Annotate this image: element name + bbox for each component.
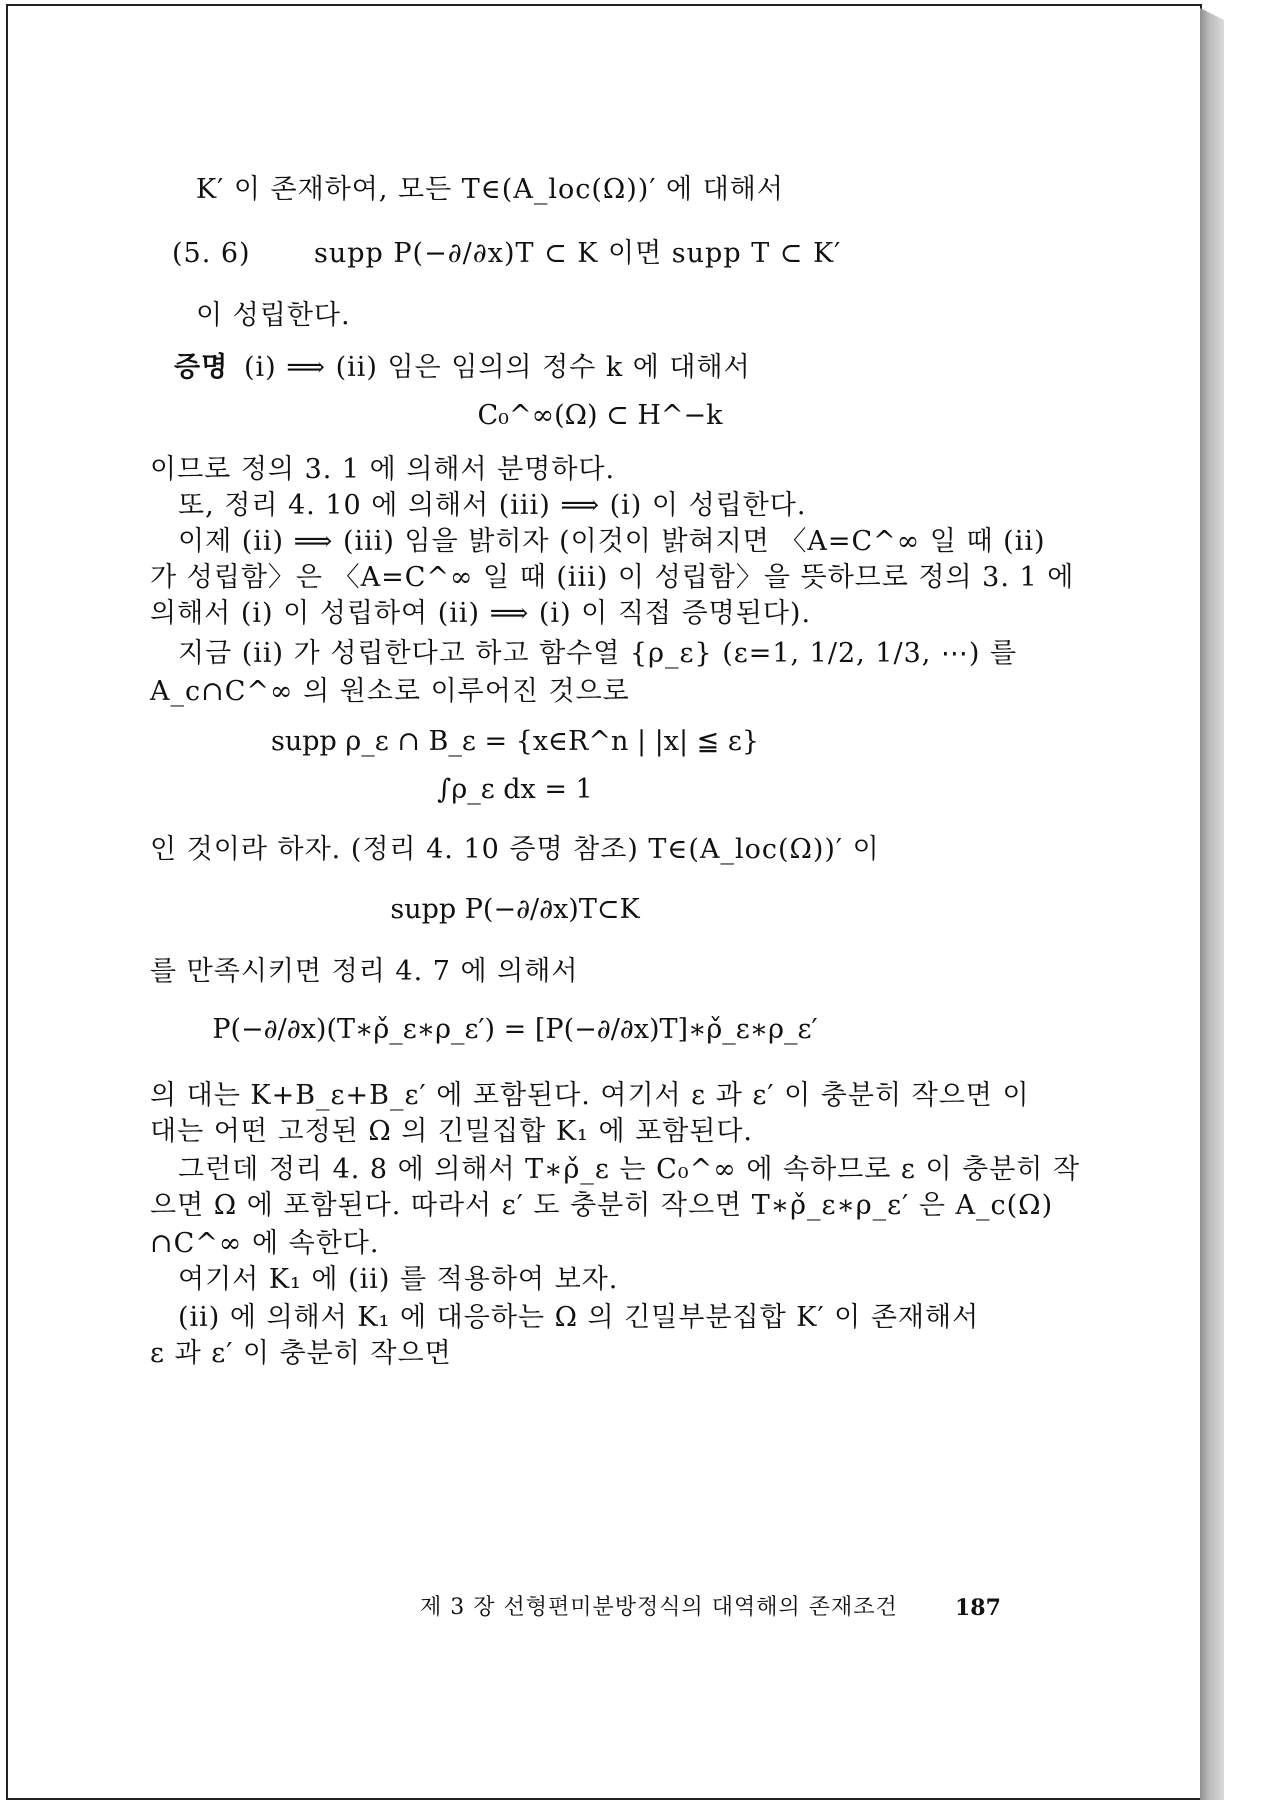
- text-line: K′ 이 존재하여, 모든 T∈(A_loc(Ω))′ 에 대해서: [196, 174, 784, 205]
- text-line: 으면 Ω 에 포함된다. 따라서 ε′ 도 충분히 작으면 T∗ρ̌_ε∗ρ_ε′ 은 A_c(Ω): [150, 1190, 1054, 1221]
- text-line: ∩C^∞ 에 속한다.: [150, 1228, 380, 1259]
- equation: P(−∂/∂x)(T∗ρ̌_ε∗ρ_ε′) = [P(−∂/∂x)T]∗ρ̌_ε∗ρ_ε′: [212, 1014, 818, 1045]
- page-edge: [1200, 8, 1224, 1800]
- running-footer: 제 3 장 선형편미분방정식의 대역해의 존재조건: [420, 1595, 898, 1620]
- text-line: (i) ⟹ (ii) 임은 임의의 정수 k 에 대해서: [244, 352, 751, 383]
- text-line: ε 과 ε′ 이 충분히 작으면: [150, 1338, 452, 1369]
- text-line: 를 만족시키면 정리 4. 7 에 의해서: [150, 956, 579, 987]
- text-line: 또, 정리 4. 10 에 의해서 (iii) ⟹ (i) 이 성립한다.: [178, 490, 807, 521]
- text-line: 가 성립함〉은 〈A=C^∞ 일 때 (iii) 이 성립함〉을 뜻하므로 정의 3. 1 에: [150, 562, 1075, 593]
- equation: ∫ρ_ε dx = 1: [437, 774, 593, 805]
- proof-label: 증명: [174, 352, 229, 383]
- text-line: 이제 (ii) ⟹ (iii) 임을 밝히자 (이것이 밝혀지면 〈A=C^∞ 일 때 (ii): [178, 526, 1046, 557]
- equation: supp P(−∂/∂x)T⊂K: [390, 894, 640, 925]
- text-line: 여기서 K₁ 에 (ii) 를 적용하여 보자.: [178, 1264, 619, 1295]
- equation: supp P(−∂/∂x)T ⊂ K 이면 supp T ⊂ K′: [314, 238, 842, 269]
- text-line: A_c∩C^∞ 의 원소로 이루어진 것으로: [150, 676, 630, 707]
- equation: C₀^∞(Ω) ⊂ H^−k: [477, 400, 723, 431]
- text-line: (ii) 에 의해서 K₁ 에 대응하는 Ω 의 긴밀부분집합 K′ 이 존재해서: [178, 1302, 980, 1333]
- page-number: 187: [955, 1595, 1001, 1621]
- equation: supp ρ_ε ∩ B_ε = {x∈R^n | |x| ≦ ε}: [270, 726, 760, 757]
- equation-label: (5. 6): [172, 238, 251, 269]
- text-line: 지금 (ii) 가 성립한다고 하고 함수열 {ρ_ε} (ε=1, 1/2, 1/3, ⋯) 를: [178, 638, 1018, 669]
- text-line: 그런데 정리 4. 8 에 의해서 T∗ρ̌_ε 는 C₀^∞ 에 속하므로 ε 이 충분히 작: [178, 1154, 1081, 1185]
- text-line: 인 것이라 하자. (정리 4. 10 증명 참조) T∈(A_loc(Ω))′ 이: [150, 834, 880, 865]
- text-line: 대는 어떤 고정된 Ω 의 긴밀집합 K₁ 에 포함된다.: [150, 1116, 754, 1147]
- text-line: 이 성립한다.: [196, 300, 351, 331]
- text-line: 의해서 (i) 이 성립하여 (ii) ⟹ (i) 이 직접 증명된다).: [150, 598, 812, 629]
- text-line: 이므로 정의 3. 1 에 의해서 분명하다.: [150, 454, 616, 485]
- text-line: 의 대는 K+B_ε+B_ε′ 에 포함된다. 여기서 ε 과 ε′ 이 충분히 작으면 이: [150, 1080, 1030, 1111]
